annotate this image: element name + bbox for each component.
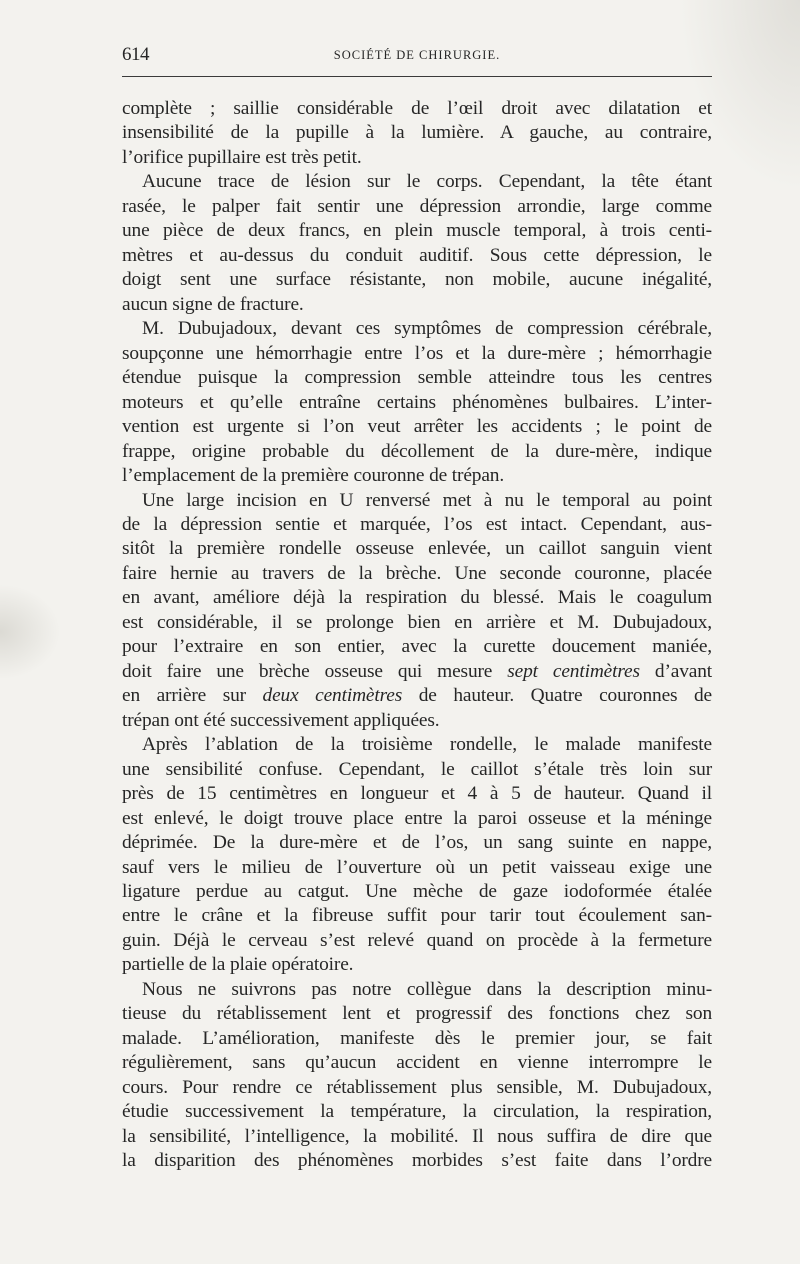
text-line: complète ; saillie considérable de l’œil droit avec dilatation et: [122, 98, 712, 119]
paragraph: [122, 489, 712, 734]
header-rule: [122, 76, 712, 77]
text-line: sauf vers le milieu de l’ouverture où un petit vaisseau exige une: [122, 856, 712, 878]
text-line: trépan ont été successivement appliquées.: [122, 709, 440, 731]
text-line: rasée, le palper fait sentir une dépression arrondie, large comme: [122, 195, 712, 217]
text-line: aucun signe de fracture.: [122, 293, 304, 315]
text-line: moteurs et qu’elle entraîne certains phénomènes bulbaires. L’inter-: [122, 391, 712, 413]
text-line: guin. Déjà le cerveau s’est relevé quand on procède à la fermeture: [122, 929, 712, 951]
paragraph: [122, 317, 712, 488]
text-line: cours. Pour rendre ce rétablissement plus sensible, M. Dubujadoux,: [122, 1076, 712, 1098]
paragraph: [122, 170, 712, 317]
text-line: déprimée. De la dure-mère et de l’os, un sang suinte en nappe,: [122, 832, 712, 854]
text-segment: d’avant: [639, 660, 712, 682]
text-line: ligature perdue au catgut. Une mèche de gaze iodoformée étalée: [122, 881, 712, 902]
body-text: [122, 97, 712, 1174]
text-line: frappe, origine probable du décollement de la dure-mère, indique: [122, 440, 712, 462]
text-line: Après l’ablation de la troisième rondelle, le malade manifeste: [142, 734, 712, 756]
text-line: pour l’extraire en son entier, avec la curette doucement maniée,: [122, 636, 712, 658]
text-line: une sensibilité confuse. Cependant, le caillot s’étale très loin sur: [122, 758, 712, 780]
paragraph: [122, 978, 712, 1174]
italic-text: deux centimètres: [262, 685, 403, 707]
text-line: vention est urgente si l’on veut arrêter les accidents ; le point de: [122, 416, 712, 438]
text-line: faire hernie au travers de la brèche. Une seconde couronne, placée: [122, 562, 712, 584]
text-line: étendue puisque la compression semble atteindre tous les centres: [122, 367, 712, 389]
text-segment: doit faire une brèche osseuse qui mesure: [122, 660, 508, 682]
text-line: doigt sent une surface résistante, non mobile, aucune inégalité,: [122, 269, 712, 291]
text-line: en avant, améliore déjà la respiration du blessé. Mais le coagulum: [122, 587, 712, 609]
text-line: régulièrement, sans qu’aucun accident en vienne interrompre le: [122, 1052, 712, 1074]
text-line: est considérable, il se prolonge bien en arrière et M. Dubujadoux,: [122, 611, 712, 633]
text-line: M. Dubujadoux, devant ces symptômes de compression cérébrale,: [142, 318, 712, 340]
text-line: soupçonne une hémorrhagie entre l’os et la dure-mère ; hémorrhagie: [122, 342, 712, 364]
page-header: [122, 44, 712, 68]
text-line: Nous ne suivrons pas notre collègue dans la description minu-: [142, 978, 712, 1000]
text-segment: de hauteur. Quatre couronnes de: [402, 685, 713, 707]
paragraph: [122, 97, 712, 170]
text-line: mètres et au-dessus du conduit auditif. Sous cette dépression, le: [122, 244, 712, 266]
text-line: étudie successivement la température, la circulation, la respiration,: [122, 1101, 712, 1123]
text-line: une pièce de deux francs, en plein muscle temporal, à trois centi-: [122, 220, 712, 242]
italic-text: sept centimètres: [507, 660, 640, 682]
paragraph: [122, 733, 712, 978]
text-line: partielle de la plaie opératoire.: [122, 954, 354, 976]
text-line: Une large incision en U renversé met à nu le temporal au point: [142, 489, 712, 511]
text-line: l’emplacement de la première couronne de trépan.: [122, 465, 505, 487]
running-title: SOCIÉTÉ DE CHIRURGIE.: [333, 48, 501, 62]
text-line: tieuse du rétablissement lent et progressif des fonctions chez son: [122, 1003, 712, 1025]
text-line: sitôt la première rondelle osseuse enlevée, un caillot sanguin vient: [122, 538, 712, 560]
page-number: 614: [122, 44, 149, 65]
text-line: la sensibilité, l’intelligence, la mobilité. Il nous suffira de dire que: [122, 1125, 712, 1147]
text-line: entre le crâne et la fibreuse suffit pour tarir tout écoulement san-: [122, 905, 712, 927]
text-line: Aucune trace de lésion sur le corps. Cependant, la tête étant: [142, 171, 712, 193]
text-segment: en arrière sur: [122, 685, 263, 707]
text-line: est enlevé, le doigt trouve place entre la paroi osseuse et la méninge: [122, 807, 712, 829]
text-line: la disparition des phénomènes morbides s’est faite dans l’ordre: [122, 1150, 712, 1172]
text-line: près de 15 centimètres en longueur et 4 à 5 de hauteur. Quand il: [122, 783, 712, 805]
text-line: [122, 684, 712, 708]
text-line: insensibilité de la pupille à la lumière. A gauche, au contraire,: [122, 122, 712, 144]
text-line: [122, 660, 712, 684]
text-line: de la dépression sentie et marquée, l’os est intact. Cependant, aus-: [122, 513, 712, 535]
text-line: l’orifice pupillaire est très petit.: [122, 146, 362, 168]
text-line: malade. L’amélioration, manifeste dès le premier jour, se fait: [122, 1027, 712, 1049]
